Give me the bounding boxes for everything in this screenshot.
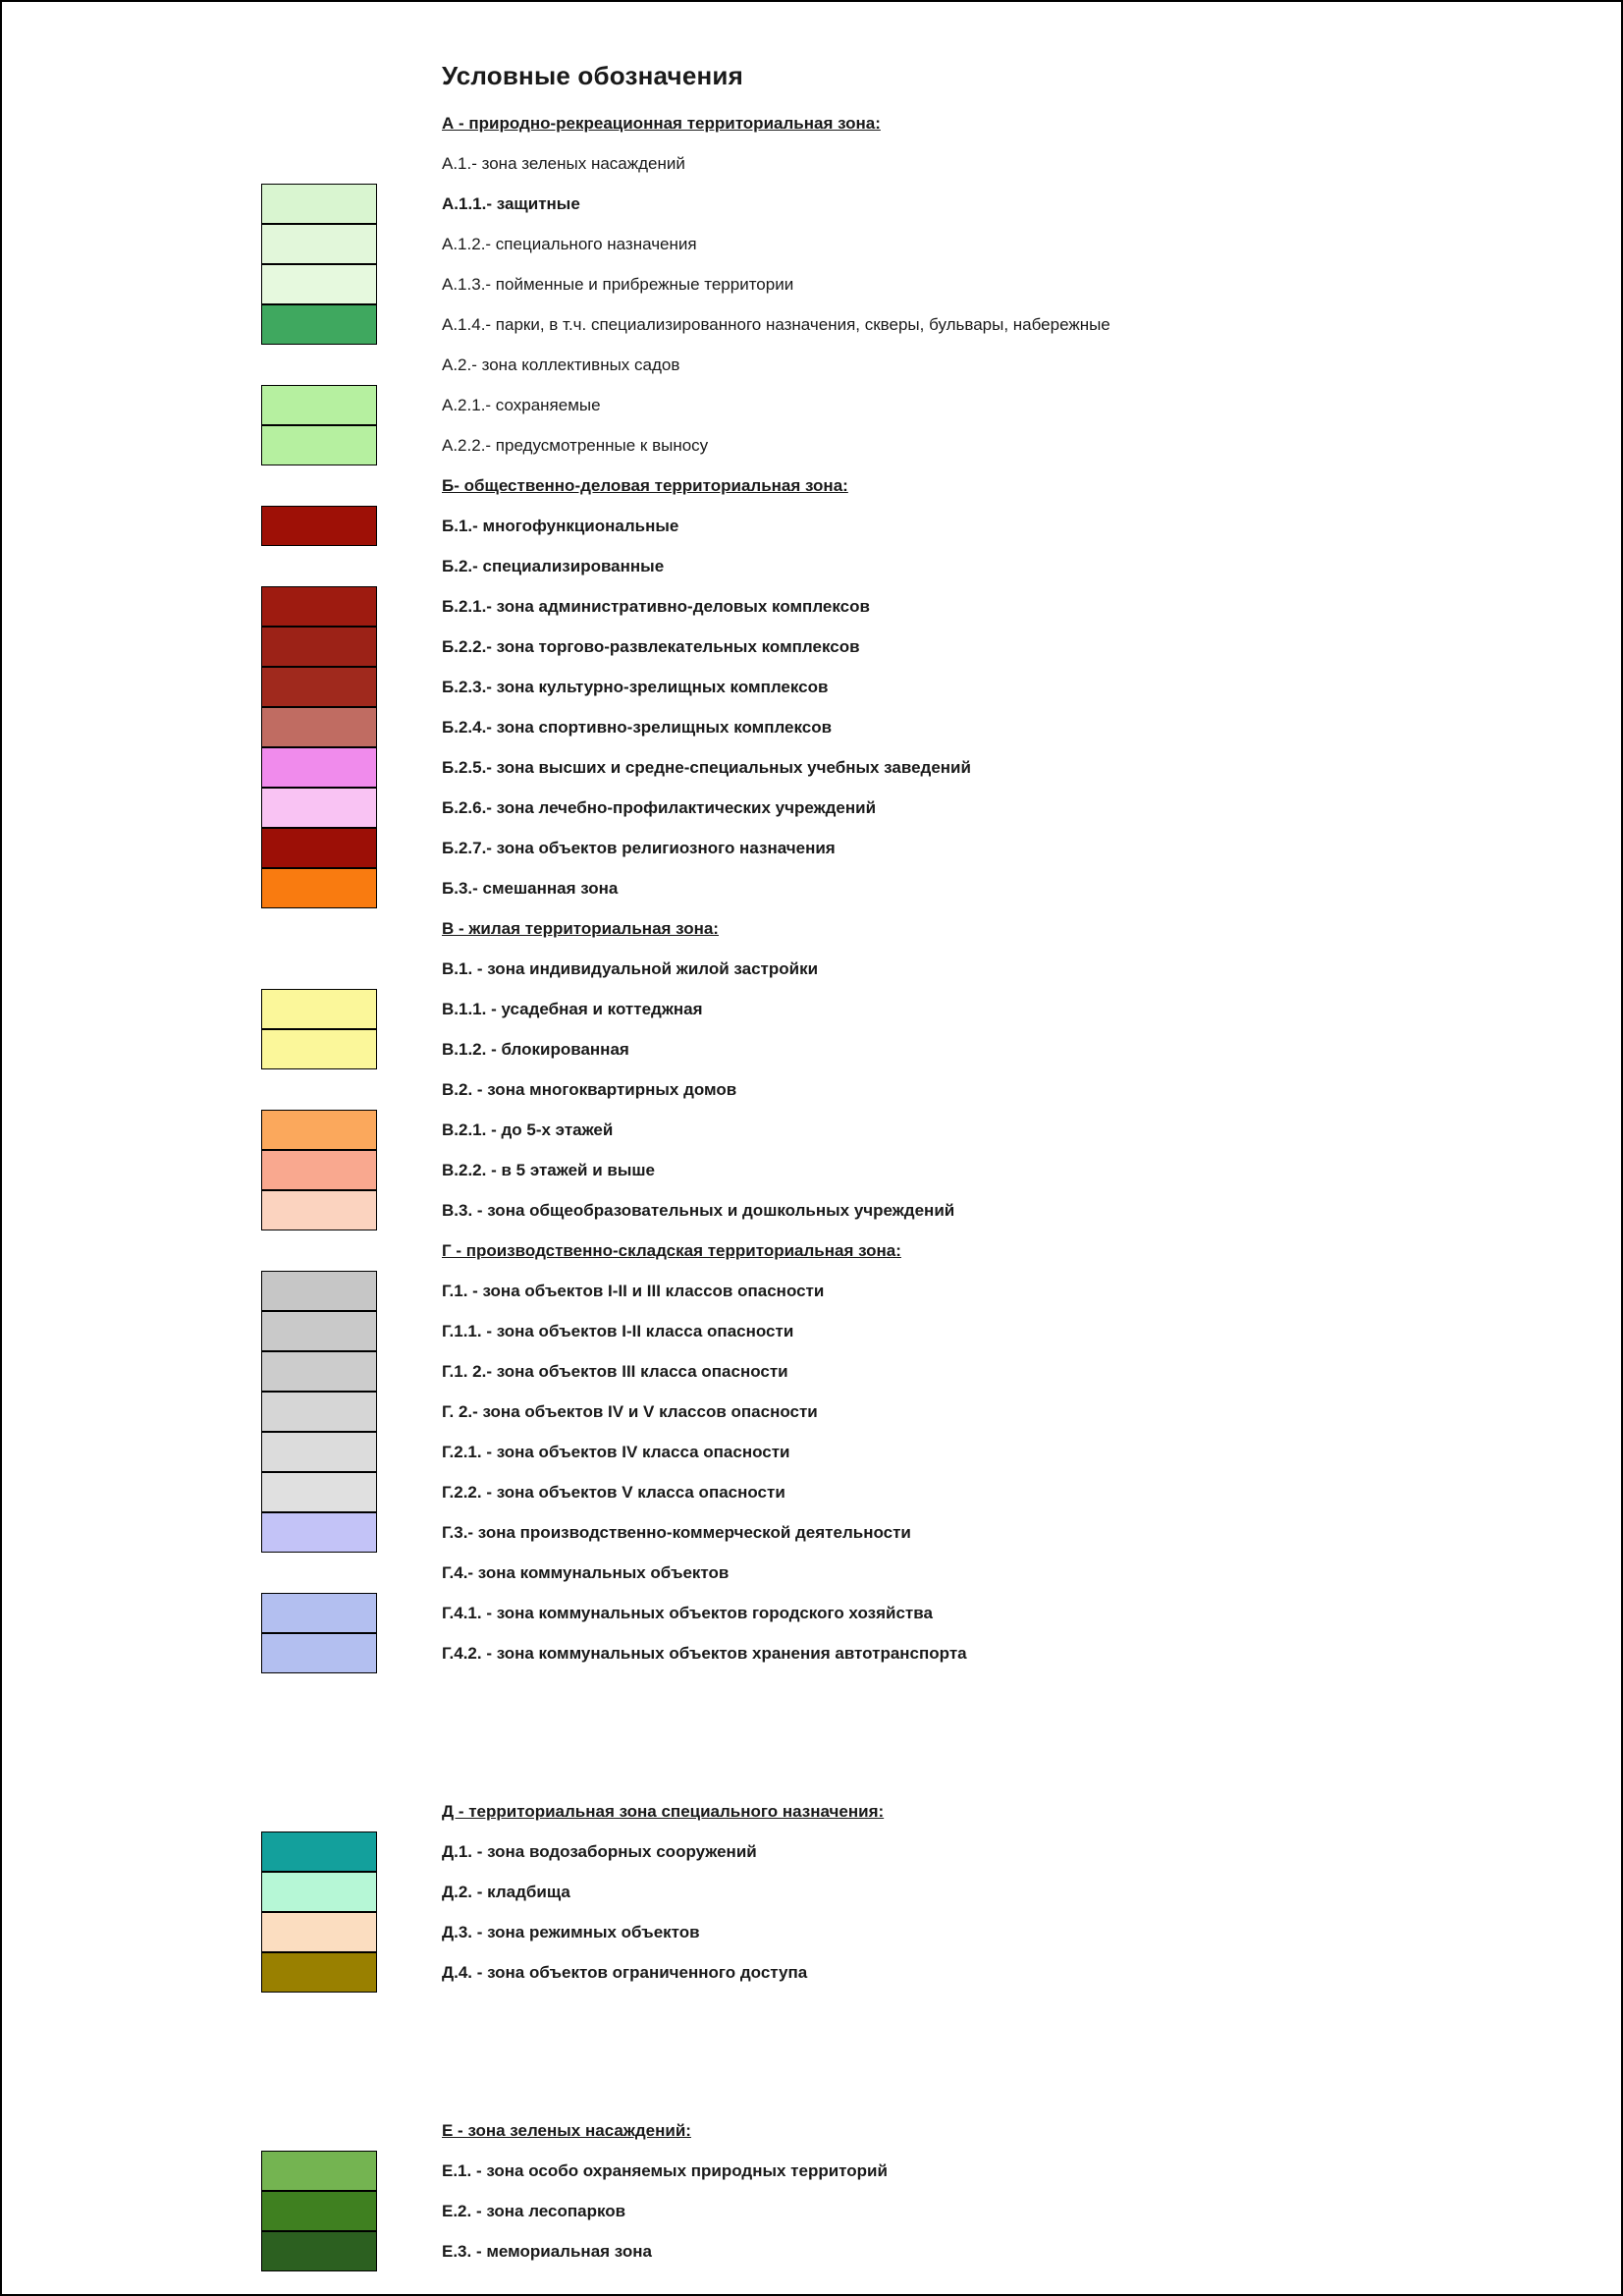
- legend-swatch-cell: [261, 1912, 377, 1952]
- legend-row: [424, 425, 1553, 465]
- legend-row: [424, 1633, 1553, 1673]
- legend-row: [424, 2151, 1553, 2191]
- legend-row: [424, 2231, 1553, 2271]
- legend-swatch-cell: [261, 506, 377, 546]
- color-swatch: [261, 1593, 377, 1633]
- legend-swatch-cell: [261, 1029, 377, 1069]
- legend-label: Б.2.6.- зона лечебно-профилактических учреждений: [442, 797, 877, 817]
- group-e: [424, 2110, 1553, 2271]
- group-a: [424, 103, 1553, 465]
- legend-label: А - природно-рекреационная территориальная зона:: [442, 113, 881, 133]
- group-g: [424, 1230, 1553, 1673]
- color-swatch: [261, 304, 377, 345]
- legend-row: [424, 1472, 1553, 1512]
- legend-swatch-cell: [261, 2191, 377, 2231]
- legend-label: Б.3.- смешанная зона: [442, 878, 619, 898]
- legend-row: [424, 1512, 1553, 1553]
- legend-label: Г.2.2. - зона объектов V класса опасности: [442, 1482, 785, 1502]
- legend-row: [424, 747, 1553, 788]
- legend-swatch-cell: [261, 747, 377, 788]
- legend-label: Д.2. - кладбища: [442, 1882, 570, 1901]
- legend-label: Г - производственно-складская территориальная зона:: [442, 1240, 901, 1260]
- legend-swatch-cell: [261, 1553, 377, 1593]
- legend-row: [424, 586, 1553, 627]
- legend-label: Д - территориальная зона специального назначения:: [442, 1801, 885, 1821]
- legend-row: [424, 1553, 1553, 1593]
- legend-swatch-cell: [261, 546, 377, 586]
- legend-row: [424, 949, 1553, 989]
- color-swatch: [261, 264, 377, 304]
- legend-swatch-cell: [261, 707, 377, 747]
- legend-label: А.1.2.- специального назначения: [442, 234, 697, 253]
- legend-row: [424, 2191, 1553, 2231]
- legend-label: А.2.- зона коллективных садов: [442, 355, 680, 374]
- legend-label: А.1.3.- пойменные и прибрежные территории: [442, 274, 794, 294]
- legend-row: [424, 1791, 1553, 1831]
- color-swatch: [261, 667, 377, 707]
- color-swatch: [261, 2191, 377, 2231]
- legend-swatch-cell: [261, 828, 377, 868]
- legend-swatch-cell: [261, 586, 377, 627]
- group-spacer: [424, 1673, 1553, 1791]
- legend-swatch-cell: [261, 627, 377, 667]
- legend-row: [424, 828, 1553, 868]
- legend-row: [424, 1872, 1553, 1912]
- legend-label: В.1.2. - блокированная: [442, 1039, 629, 1059]
- legend-swatch-cell: [261, 465, 377, 506]
- color-swatch: [261, 747, 377, 788]
- group-v: [424, 908, 1553, 1230]
- legend-swatch-cell: [261, 1069, 377, 1110]
- legend-label: А.1.4.- парки, в т.ч. специализированного назначения, скверы, бульвары, набережные: [442, 314, 1110, 334]
- color-swatch: [261, 1472, 377, 1512]
- legend-row: [424, 1230, 1553, 1271]
- legend-swatch-cell: [261, 425, 377, 465]
- color-swatch: [261, 868, 377, 908]
- legend-label: Б.2.2.- зона торгово-развлекательных комплексов: [442, 636, 860, 656]
- color-swatch: [261, 1432, 377, 1472]
- legend-swatch-cell: [261, 1512, 377, 1553]
- legend-swatch-cell: [261, 868, 377, 908]
- legend-swatch-cell: [261, 1593, 377, 1633]
- page-title: Условные обозначения: [442, 61, 743, 90]
- color-swatch: [261, 2231, 377, 2271]
- legend-swatch-cell: [261, 2110, 377, 2151]
- legend-row: [424, 304, 1553, 345]
- legend-row: [424, 103, 1553, 143]
- color-swatch: [261, 506, 377, 546]
- legend-swatch-cell: [261, 1311, 377, 1351]
- legend-swatch-cell: [261, 1432, 377, 1472]
- legend-label: Е.3. - мемориальная зона: [442, 2241, 652, 2261]
- legend-row: [424, 1392, 1553, 1432]
- legend-row: [424, 1110, 1553, 1150]
- legend-body: [424, 103, 1553, 2271]
- legend-swatch-cell: [261, 304, 377, 345]
- color-swatch: [261, 627, 377, 667]
- legend-label: В.3. - зона общеобразовательных и дошкольных учреждений: [442, 1200, 955, 1220]
- legend-label: Б- общественно-деловая территориальная зона:: [442, 475, 848, 495]
- legend-swatch-cell: [261, 908, 377, 949]
- legend-row: [424, 1069, 1553, 1110]
- legend-label: А.2.2.- предусмотренные к выносу: [442, 435, 709, 455]
- legend-row: [424, 667, 1553, 707]
- legend-row: [424, 707, 1553, 747]
- legend-row: [424, 1311, 1553, 1351]
- legend-swatch-cell: [261, 103, 377, 143]
- legend-label: Г.1. - зона объектов I-II и III классов опасности: [442, 1281, 825, 1300]
- legend-label: Г.4.1. - зона коммунальных объектов городского хозяйства: [442, 1603, 933, 1622]
- legend-row: [424, 465, 1553, 506]
- legend-row: [424, 224, 1553, 264]
- legend-row: [424, 1831, 1553, 1872]
- color-swatch: [261, 224, 377, 264]
- legend-row: [424, 546, 1553, 586]
- legend-label: Г.3.- зона производственно-коммерческой деятельности: [442, 1522, 911, 1542]
- legend-row: [424, 788, 1553, 828]
- color-swatch: [261, 1190, 377, 1230]
- legend-swatch-cell: [261, 184, 377, 224]
- legend-row: [424, 1952, 1553, 1993]
- legend-label: В.2.1. - до 5-х этажей: [442, 1120, 614, 1139]
- legend-swatch-cell: [261, 788, 377, 828]
- legend-swatch-cell: [261, 949, 377, 989]
- legend-row: [424, 143, 1553, 184]
- color-swatch: [261, 2151, 377, 2191]
- legend-label: Г.4.- зона коммунальных объектов: [442, 1562, 730, 1582]
- color-swatch: [261, 828, 377, 868]
- legend-row: [424, 184, 1553, 224]
- legend-swatch-cell: [261, 1791, 377, 1831]
- legend-row: [424, 868, 1553, 908]
- legend-swatch-cell: [261, 1351, 377, 1392]
- legend-label: Б.2.4.- зона спортивно-зрелищных комплексов: [442, 717, 833, 737]
- legend-label: Г.1.1. - зона объектов I-II класса опасности: [442, 1321, 794, 1340]
- group-b: [424, 465, 1553, 908]
- legend-row: [424, 385, 1553, 425]
- legend-label: В.1. - зона индивидуальной жилой застройки: [442, 958, 819, 978]
- color-swatch: [261, 425, 377, 465]
- legend-row: [424, 1271, 1553, 1311]
- color-swatch: [261, 1351, 377, 1392]
- color-swatch: [261, 1512, 377, 1553]
- legend-label: Б.2.- специализированные: [442, 556, 665, 575]
- legend-swatch-cell: [261, 1392, 377, 1432]
- legend-label: Д.3. - зона режимных объектов: [442, 1922, 700, 1941]
- legend-label: Б.1.- многофункциональные: [442, 516, 679, 535]
- color-swatch: [261, 1029, 377, 1069]
- legend-swatch-cell: [261, 1472, 377, 1512]
- legend-swatch-cell: [261, 2151, 377, 2191]
- color-swatch: [261, 184, 377, 224]
- legend-label: В - жилая территориальная зона:: [442, 918, 719, 938]
- legend-label: Б.2.1.- зона административно-деловых комплексов: [442, 596, 870, 616]
- legend-swatch-cell: [261, 1952, 377, 1993]
- legend-row: [424, 345, 1553, 385]
- legend-label: А.2.1.- сохраняемые: [442, 395, 601, 414]
- legend-row: [424, 506, 1553, 546]
- color-swatch: [261, 989, 377, 1029]
- legend-label: Г.1. 2.- зона объектов III класса опасности: [442, 1361, 788, 1381]
- color-swatch: [261, 1392, 377, 1432]
- legend-swatch-cell: [261, 1872, 377, 1912]
- legend-swatch-cell: [261, 385, 377, 425]
- legend-label: Б.2.7.- зона объектов религиозного назначения: [442, 838, 836, 857]
- legend-swatch-cell: [261, 264, 377, 304]
- legend-row: [424, 1593, 1553, 1633]
- legend-label: В.1.1. - усадебная и коттеджная: [442, 999, 703, 1018]
- legend-row: [424, 1029, 1553, 1069]
- legend-swatch-cell: [261, 667, 377, 707]
- legend-label: Г. 2.- зона объектов IV и V классов опасности: [442, 1401, 818, 1421]
- legend-swatch-cell: [261, 1831, 377, 1872]
- color-swatch: [261, 385, 377, 425]
- legend-row: [424, 1432, 1553, 1472]
- color-swatch: [261, 1831, 377, 1872]
- legend-row: [424, 1150, 1553, 1190]
- legend-label: А.1.1.- защитные: [442, 193, 580, 213]
- legend-container: [424, 61, 1553, 2271]
- color-swatch: [261, 707, 377, 747]
- color-swatch: [261, 1150, 377, 1190]
- legend-label: В.2.2. - в 5 этажей и выше: [442, 1160, 655, 1179]
- legend-row: [424, 2110, 1553, 2151]
- legend-swatch-cell: [261, 345, 377, 385]
- legend-label: Г.2.1. - зона объектов IV класса опасности: [442, 1442, 790, 1461]
- color-swatch: [261, 1633, 377, 1673]
- color-swatch: [261, 788, 377, 828]
- color-swatch: [261, 1952, 377, 1993]
- legend-swatch-cell: [261, 2231, 377, 2271]
- legend-swatch-cell: [261, 1110, 377, 1150]
- color-swatch: [261, 1110, 377, 1150]
- legend-swatch-cell: [261, 1190, 377, 1230]
- legend-row: [424, 908, 1553, 949]
- legend-label: Е.2. - зона лесопарков: [442, 2201, 626, 2220]
- group-spacer: [424, 1993, 1553, 2110]
- legend-row: [424, 1351, 1553, 1392]
- legend-label: Б.2.5.- зона высших и средне-специальных учебных заведений: [442, 757, 971, 777]
- legend-swatch-cell: [261, 989, 377, 1029]
- legend-label: Е.1. - зона особо охраняемых природных территорий: [442, 2160, 888, 2180]
- color-swatch: [261, 1271, 377, 1311]
- legend-swatch-cell: [261, 1633, 377, 1673]
- legend-swatch-cell: [261, 143, 377, 184]
- legend-label: В.2. - зона многоквартирных домов: [442, 1079, 737, 1099]
- legend-swatch-cell: [261, 1230, 377, 1271]
- color-swatch: [261, 1872, 377, 1912]
- legend-row: [424, 264, 1553, 304]
- legend-swatch-cell: [261, 224, 377, 264]
- legend-label: Е - зона зеленых насаждений:: [442, 2120, 691, 2140]
- color-swatch: [261, 586, 377, 627]
- legend-row: [424, 989, 1553, 1029]
- legend-label: А.1.- зона зеленых насаждений: [442, 153, 685, 173]
- legend-row: [424, 1912, 1553, 1952]
- legend-swatch-cell: [261, 1271, 377, 1311]
- legend-label: Г.4.2. - зона коммунальных объектов хранения автотранспорта: [442, 1643, 967, 1663]
- legend-row: [424, 1190, 1553, 1230]
- legend-label: Д.4. - зона объектов ограниченного доступа: [442, 1962, 808, 1982]
- legend-row: [424, 627, 1553, 667]
- legend-swatch-cell: [261, 1150, 377, 1190]
- group-d: [424, 1791, 1553, 1993]
- color-swatch: [261, 1311, 377, 1351]
- color-swatch: [261, 1912, 377, 1952]
- legend-label: Б.2.3.- зона культурно-зрелищных комплексов: [442, 677, 829, 696]
- legend-label: Д.1. - зона водозаборных сооружений: [442, 1841, 757, 1861]
